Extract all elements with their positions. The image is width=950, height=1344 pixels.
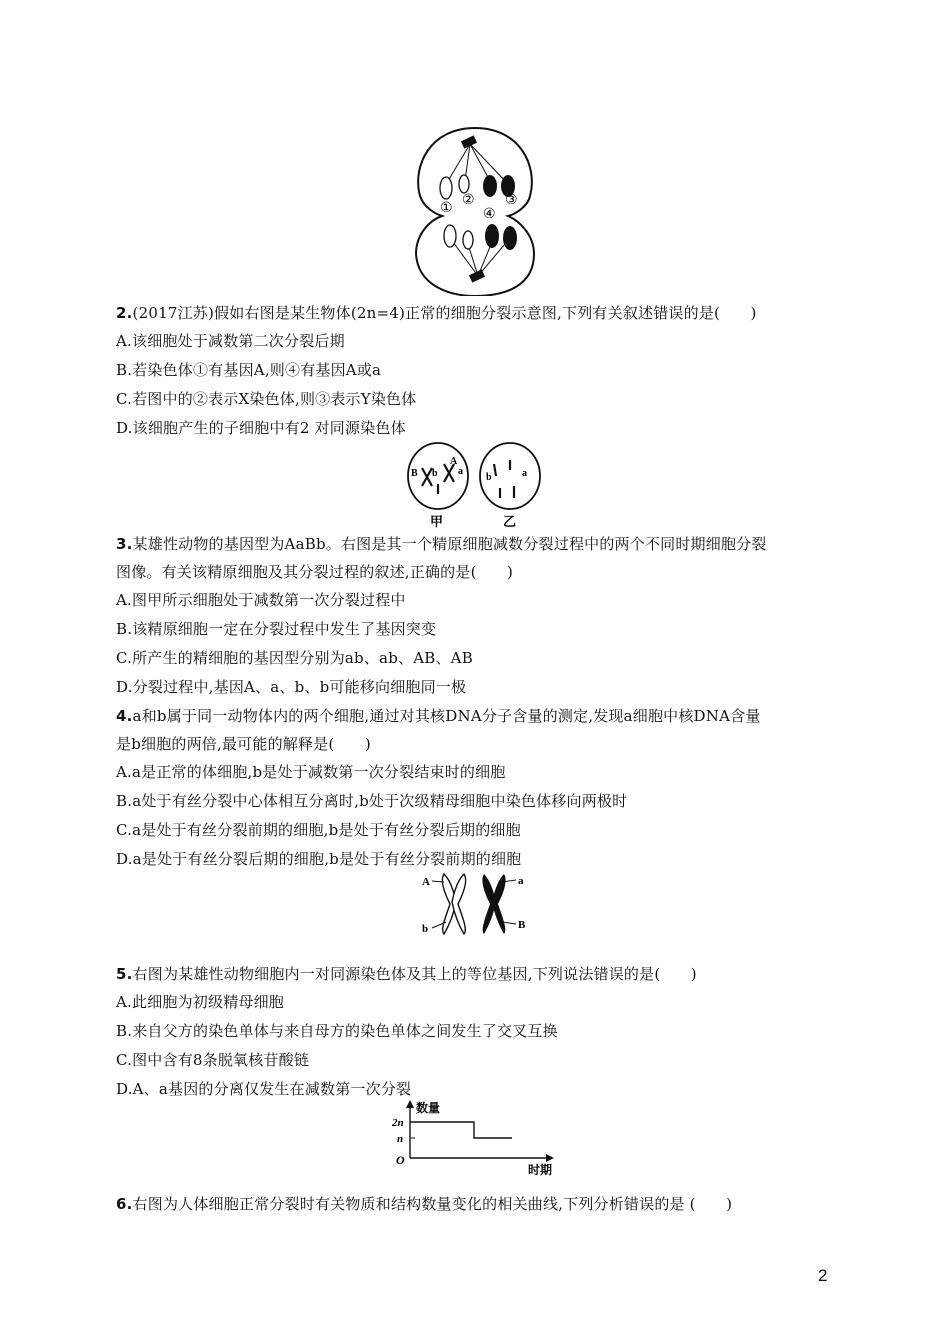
q4-option-c: C.a是处于有丝分裂前期的细胞,b是处于有丝分裂后期的细胞 (116, 821, 521, 839)
q4-stem-line1 (116, 706, 761, 726)
q2-stem (116, 303, 757, 323)
q6-origin: O (396, 1153, 405, 1167)
q3-gene-b: b (432, 468, 438, 479)
q2-number: 2. (116, 304, 133, 322)
q3-option-d: D.分裂过程中,基因A、a、b、b可能移向细胞同一极 (116, 678, 467, 696)
q6-step-graph (388, 1100, 568, 1178)
q3-option-a: A.图甲所示细胞处于减数第一次分裂过程中 (116, 591, 406, 609)
q3-label-yi: 乙 (503, 514, 517, 529)
q3-cell2-gene-a: a (522, 468, 527, 479)
q5-gene-b: b (422, 923, 429, 935)
q3-number: 3. (116, 535, 133, 553)
q5-gene-a: a (518, 875, 524, 887)
q2-label-2: ② (462, 193, 475, 208)
q6-ylabel: 数量 (416, 1101, 441, 1115)
q2-label-1: ① (440, 201, 453, 216)
q3-stem-text-1: 某雄性动物的基因型为AaBb。右图是其一个精原细胞减数分裂过程中的两个不同时期细胞分裂 (132, 535, 767, 553)
q3-gene-A: A (450, 456, 458, 467)
q3-stem-line1 (116, 534, 767, 554)
q2-option-b: B.若染色体①有基因A,则④有基因A或a (116, 361, 382, 379)
q3-cells-figure (404, 440, 549, 530)
q5-option-d: D.A、a基因的分离仅发生在减数第一次分裂 (116, 1080, 412, 1098)
q2-option-a: A.该细胞处于减数第二次分裂后期 (116, 332, 345, 350)
q5-gene-A: A (422, 876, 430, 888)
q6-xlabel: 时期 (528, 1163, 553, 1177)
q5-chromosome-figure (420, 870, 530, 938)
q6-number: 6. (116, 1195, 133, 1213)
q3-cell2-gene-b: b (486, 472, 492, 483)
q3-option-b: B.该精原细胞一定在分裂过程中发生了基因突变 (116, 620, 437, 638)
q2-cell-division-figure (410, 126, 540, 296)
q3-gene-a: a (458, 466, 463, 477)
q4-number: 4. (116, 707, 133, 725)
q5-option-c: C.图中含有8条脱氧核苷酸链 (116, 1051, 310, 1069)
q6-stem-text: 右图为人体细胞正常分裂时有关物质和结构数量变化的相关曲线,下列分析错误的是 ( ) (132, 1195, 733, 1213)
q6-y-2n: 2n (392, 1117, 404, 1129)
q5-gene-B: B (518, 919, 526, 931)
q4-stem-text-1: a和b属于同一动物体内的两个细胞,通过对其核DNA分子含量的测定,发现a细胞中核DNA含量 (132, 707, 761, 725)
q2-option-d: D.该细胞产生的子细胞中有2 对同源染色体 (116, 419, 406, 437)
q3-label-jia: 甲 (430, 514, 444, 529)
q4-option-a: A.a是正常的体细胞,b是处于减数第一次分裂结束时的细胞 (116, 763, 506, 781)
q4-option-b: B.a处于有丝分裂中心体相互分离时,b处于次级精母细胞中染色体移向两极时 (116, 792, 628, 810)
q3-gene-B: B (411, 468, 418, 479)
q3-stem-line2: 图像。有关该精原细胞及其分裂过程的叙述,正确的是( ) (116, 563, 514, 581)
q2-stem-text: (2017江苏)假如右图是某生物体(2n=4)正常的细胞分裂示意图,下列有关叙述错误的是( ) (132, 304, 757, 322)
page-number: 2 (818, 1266, 828, 1285)
q4-option-d: D.a是处于有丝分裂后期的细胞,b是处于有丝分裂前期的细胞 (116, 850, 522, 868)
q2-option-c: C.若图中的②表示X染色体,则③表示Y染色体 (116, 390, 417, 408)
q4-stem-line2: 是b细胞的两倍,最可能的解释是( ) (116, 735, 371, 753)
q5-stem-text: 右图为某雄性动物细胞内一对同源染色体及其上的等位基因,下列说法错误的是( ) (132, 965, 697, 983)
q5-stem (116, 964, 697, 984)
q6-stem (116, 1194, 732, 1214)
q6-y-n: n (397, 1133, 404, 1145)
q5-number: 5. (116, 965, 133, 983)
q2-label-3: ③ (505, 193, 518, 208)
q5-option-a: A.此细胞为初级精母细胞 (116, 993, 285, 1011)
q5-option-b: B.来自父方的染色单体与来自母方的染色单体之间发生了交叉互换 (116, 1022, 558, 1040)
q2-label-4: ④ (483, 207, 496, 222)
q3-option-c: C.所产生的精细胞的基因型分别为ab、ab、AB、AB (116, 649, 473, 667)
